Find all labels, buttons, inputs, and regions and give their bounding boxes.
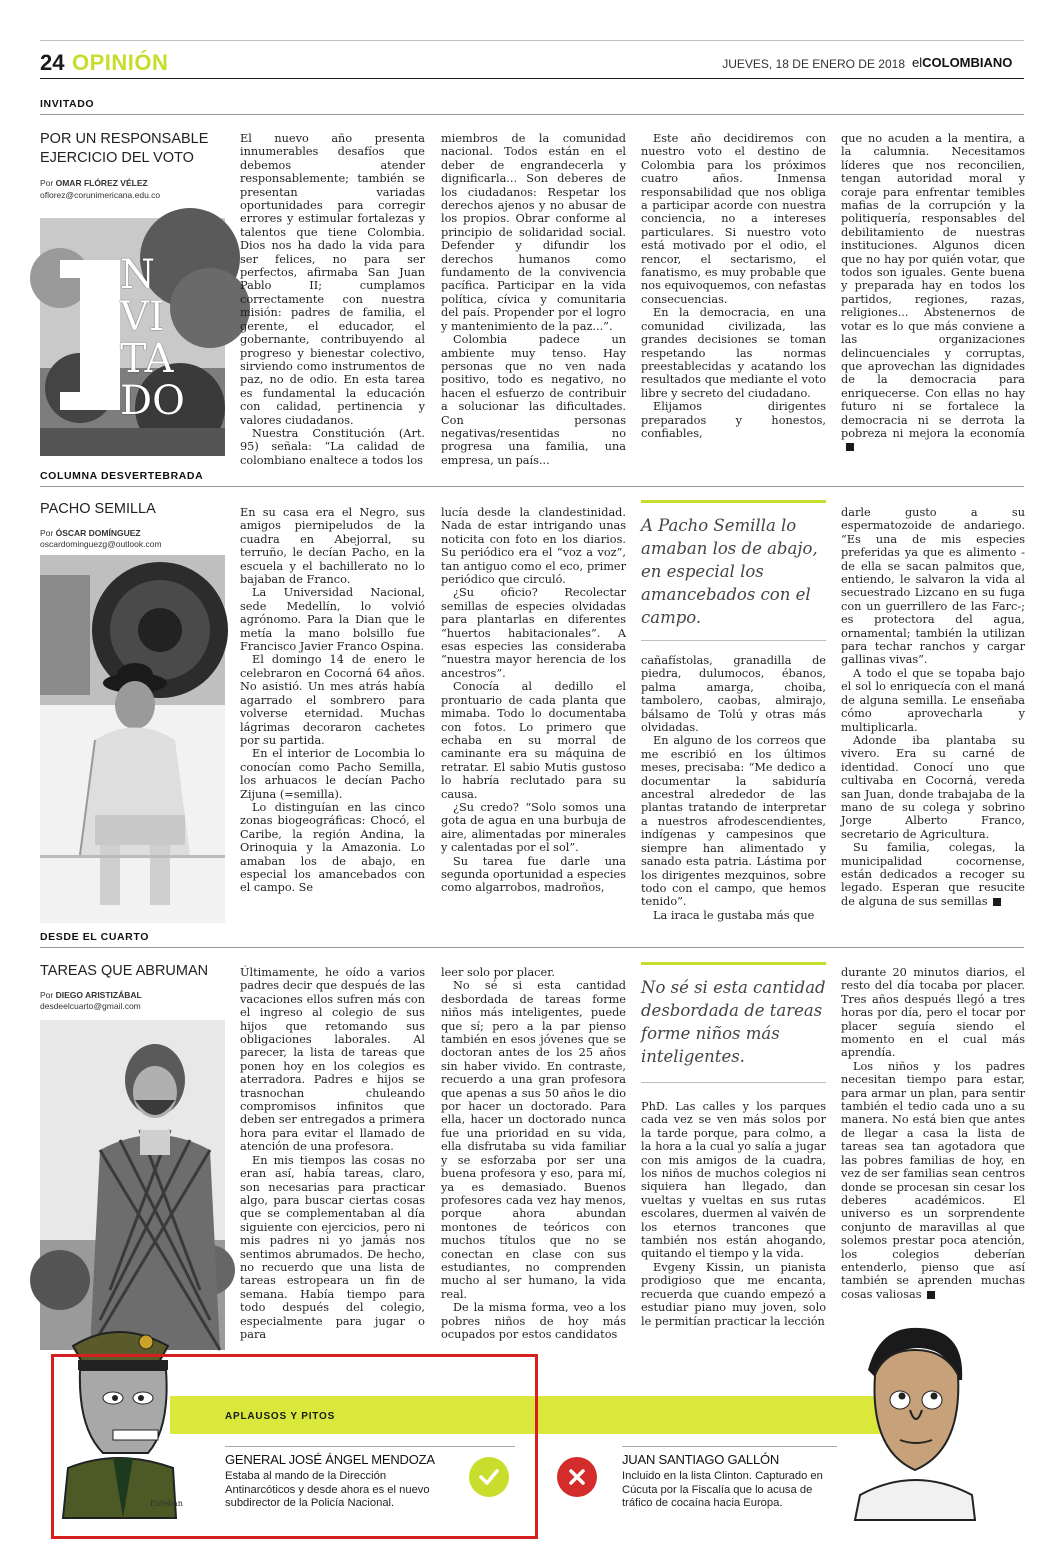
article1-column-3 bbox=[641, 132, 826, 440]
paragraph-text: Los niños y los padres necesitan tiempo para estar, para armar un plan, para sentir también el tedio cada uno a su manera. No está bien que antes de llegar a casa la lista de tareas sea tan agotadora que las pobres familias de hoy, en vez de ser familias sean centros donde se procesan sin cesar los deberes académicos. El universo es un sorprendente conjunto de maravillas al que solemos prestar poca atención, los colegios deberían entenderlo, pienso que así también se aprenden muchas cosas valiosas bbox=[841, 1059, 1025, 1301]
paragraph: lucía desde la clandestinidad. Nada de estar intrigando unas noticita con foto en los diarios. Su periódico era el “voz a voz”, tan antiguo como el eco, primer periódico que circuló. bbox=[441, 506, 626, 587]
photo-illustration bbox=[40, 1020, 225, 1350]
article3-column-1 bbox=[240, 966, 425, 1341]
paragraph: Adonde iba plantaba su vivero. Era su carné de identidad. Conocí uno que cultivaba en Cocorná, vereda san Juan, donde trabajaba de la mano de su colega y sobrino Jorge Alberto Franco, secretario de Agricultura. bbox=[841, 733, 1025, 841]
byline bbox=[40, 178, 230, 189]
paragraph-text: que no acuden a la mentira, a la calumnia. Necesitamos líderes que nos reconcilien, tengan autoridad moral y coraje para enfrentar temibles mafias de la corrupción y la politiquería, responsables del debilitamiento de nuestras instituciones. Algunos dicen que no hay por quién votar, que todos son iguales. Gente buena y preparada hay en todos los partidos, regiones, razas, religiones... Abstenernos de votar es lo que más conviene a las organizaciones delincuenciales y corruptas, que aprovechan las dignidades de la democracia para enriquecerse. Con ellas no hay futuro ni se fortalece la democracia ni se derrota la pobreza ni mejora la economía bbox=[841, 132, 1025, 440]
applause-right-description: Incluido en la lista Clinton. Capturado en Cúcuta por la Fiscalía que lo acusa de tráfico de cocaína hacia Europa. bbox=[622, 1470, 823, 1509]
author-name: ÓSCAR DOMÍNGUEZ bbox=[55, 528, 141, 538]
paragraph: En el interior de Locombia lo conocían como Pacho Semilla, los arhuacos le decían Pacho Zijuna (=semilla). bbox=[240, 747, 425, 801]
cartoon-signature: Esteban bbox=[150, 1499, 183, 1508]
author-name: OMAR FLÓREZ VÉLEZ bbox=[55, 178, 148, 188]
page-number: 24 bbox=[40, 50, 65, 75]
article2-column-3 bbox=[641, 654, 826, 922]
newspaper-name bbox=[912, 55, 1012, 70]
paragraph: A todo el que se topaba bajo el sol lo enriquecía con el maná de alguna semilla. Le enseñaba cómo aprovecharla y multiplicarla. bbox=[841, 666, 1025, 734]
section-rule bbox=[40, 947, 1024, 948]
article-title: POR UN RESPONSABLE EJERCICIO DEL VOTO bbox=[40, 131, 209, 166]
by-prefix: Por bbox=[40, 528, 54, 538]
article3-column-3 bbox=[641, 1100, 826, 1328]
article3-column-2 bbox=[441, 966, 626, 1341]
paragraph: El nuevo año presenta innumerables desafíos que debemos atender responsablemente; también se presentan variadas oportunidades para corregir errores y estimular fortalezas y talentos que tiene Colombia. Dios nos ha dado la vida para ser felices, no para ser perfectos, afirmaba San Juan Pablo II; cumplamos correctamente con nuestra misión: padres de familia, el gerente, el educador, el gobernante, contribuyendo al progreso y bienestar colectivo, sirviendo como instrumentos de paz, no de odio. En esta tarea es fundamental la educación con calidad, pertinencia y valores ciudadanos. bbox=[240, 132, 425, 427]
invitado-letters bbox=[120, 254, 185, 422]
byline bbox=[40, 528, 230, 550]
paragraph: En alguno de los correos que me escribió en los últimos meses, precisaba: “Me dedico a documentar la sabiduría ancestral alrededor de las plantas tratando de interpretar a nuestros afrodescendientes, indígenas y campesinos que siempre han alimentado y sanado esta patria. Lástima por los dirigentes mezquinos, sobre todo con el campo, que hemos tenido”. bbox=[641, 734, 826, 909]
section-rule bbox=[40, 114, 1024, 115]
article-title: PACHO SEMILLA bbox=[40, 501, 156, 517]
paragraph: darle gusto a su espermatozoide de andariego. “Es una de mis especies preferidas ya que es alimento - de ella se sacan palmitos que, entiendo, le salvaron la vida al secuestrado Lizcano en su fuga con un guerrillero de las Farc-; es protectora del agua, ornamental; también la utilizan para techar ranchos y cargar gallinas vivas”. bbox=[841, 506, 1025, 667]
paragraph: Elijamos dirigentes preparados y honestos, confiables, bbox=[641, 400, 826, 440]
paper-title: COLOMBIANO bbox=[922, 55, 1013, 70]
article2-column-1 bbox=[240, 506, 425, 895]
applause-left-description: Estaba al mando de la Dirección Antinarcóticos y desde ahora es el nuevo subdirector de la Policía Nacional. bbox=[225, 1470, 430, 1509]
article1-column-1 bbox=[240, 132, 425, 467]
logo-letter: TA bbox=[120, 336, 174, 382]
by-prefix: Por bbox=[40, 990, 54, 1000]
paragraph: Nuestra Constitución (Art. 95) señala: “La calidad de colombiano enaltece a todos los bbox=[240, 426, 425, 467]
section-label-desde-el-cuarto: DESDE EL CUARTO bbox=[40, 931, 149, 943]
paragraph: Este año decidiremos con nuestro voto el destino de Colombia para los próximos cuatro años. Inmensa responsabilidad que nos obliga a participar acorde con nuestra conciencia, no a intereses particulares. Si nuestro voto está motivado por el odio, el rencor, el sectarismo, el fanatismo, es muy probable que nos equivoquemos, con nefastas consecuencias. bbox=[641, 132, 826, 306]
paragraph: El domingo 14 de enero le celebraron en Cocorná 64 años. No asistió. Un mes atrás había agarrado el sombrero para volverse eternidad. Muchas lágrimas decoraron cachetes por su partida. bbox=[240, 653, 425, 747]
paragraph bbox=[841, 841, 1025, 908]
paragraph: De la misma forma, veo a los pobres niños de hoy más ocupados por estos candidatos bbox=[441, 1301, 626, 1341]
by-prefix: Por bbox=[40, 178, 54, 188]
author-email: oflorez@corunimericana.edu.co bbox=[40, 190, 161, 200]
section-label-columna: COLUMNA DESVERTEBRADA bbox=[40, 470, 204, 482]
logo-letter: VI bbox=[120, 294, 165, 340]
paragraph: cañafístolas, granadilla de piedra, dulumocos, ébanos, palma amarga, choiba, tambolero, caobas, almirajo, bálsamo de Tolú y otras más olvidadas. bbox=[641, 654, 826, 735]
paragraph: La Universidad Nacional, sede Medellín, lo volvió agrónomo. Para la Dian que le metía la mano bolsillo fue Francisco Javier Franco Ospina. bbox=[240, 586, 425, 654]
quote-rule bbox=[641, 640, 826, 641]
applause-title: APLAUSOS Y PITOS bbox=[225, 1411, 336, 1422]
paragraph: En la democracia, en una comunidad civilizada, las grandes decisiones se toman respetando las normas preestablecidas y acatando los resultados que mediante el voto libre y secreto del ciudadano. bbox=[641, 306, 826, 400]
article1-column-2 bbox=[441, 132, 626, 467]
end-mark bbox=[927, 1291, 935, 1299]
article2-column-4 bbox=[841, 506, 1025, 908]
paragraph: ¿Su credo? “Solo somos una gota de agua en una burbuja de aire, alimentadas por minerales y calentadas por el sol”. bbox=[441, 800, 626, 855]
pull-quote: A Pacho Semilla lo amaban los de abajo, en especial los amancebados con el campo. bbox=[641, 516, 818, 627]
paragraph: Colombia padece un ambiente muy tenso. Hay personas que no ven nada positivo, todo es negativo, no hacen el esfuerzo de contribuir a solucionar las dificultades. Con personas negativas/resentidas no progresa una familia, una empresa, un país... bbox=[441, 333, 626, 467]
paragraph: durante 20 minutos diarios, el resto del día tocaba por placer. Tres años después llegó a tres horas por día, pero el tocar por placer seguía siendo el momento en el cual más aprendía. bbox=[841, 966, 1025, 1060]
byline bbox=[40, 990, 230, 1012]
paragraph: Su tarea fue darle una segunda oportunidad a especies como algarrobos, madroños, bbox=[441, 854, 626, 895]
paragraph-text: Su familia, colegas, la municipalidad cocornense, están dedicados a recoger su legado. Esperan que resucite de alguna de sus semillas bbox=[841, 841, 1025, 908]
author-email: desdeelcuarto@gmail.com bbox=[40, 1001, 141, 1011]
paragraph bbox=[841, 1060, 1025, 1301]
author-photo-oscar bbox=[40, 555, 225, 923]
end-mark bbox=[846, 443, 854, 451]
paragraph: No sé si esta cantidad desbordada de tareas forme niños más inteligentes, puede que sí; pero a la par pienso también en esos jóvenes que se doctoran antes de los 25 años sin haber vivido. En contraste, recuerdo a una gran profesora que apenas a sus 50 años le dio por hacer un doctorado. Para ella, hacer un doctorado nunca fue una prioridad en su vida, ella disfrutaba su vida familiar y se esforzaba por ser una buena profesora y eso, para mí, ya es demasiado. Buenos profesores cada vez hay menos, porque ahora abundan montones de teóricos con muchos títulos que no se conectan en clase con sus estudiantes, no comprenden mucho al ser humano, la vida real. bbox=[441, 979, 626, 1301]
author-name: DIEGO ARISTIZÁBAL bbox=[55, 990, 142, 1000]
paragraph: PhD. Las calles y los parques cada vez se ven más solos por la tarde porque, para colmo, a la hora a la cual yo salía a jugar con mis amigos de la cuadra, los niños de muchos colegios ni siquiera han llegado, dan vueltas y vueltas en sus rutas escolares, duermen al vaivén de los eternos trancones que también nos están ahogando, quitando el tiempo y la vida. bbox=[641, 1100, 826, 1261]
header-rule bbox=[40, 78, 1024, 79]
article2-column-2 bbox=[441, 506, 626, 895]
quote-bar bbox=[641, 962, 826, 965]
logo-letter: DO bbox=[120, 378, 185, 424]
applause-divider-right bbox=[622, 1446, 837, 1447]
paragraph: Últimamente, he oído a varios padres decir que después de las vacaciones ellos sufren más con el ingreso al colegio de sus hijos que retomando sus obligaciones laborales. Al parecer, la lista de tareas que ponen hoy en los colegios es aterradora. Padres e hijos se trasnochan chuleando compromisos infinitos que deben ser entregados a primera hora para evitar el llamado de atención de una profesora. bbox=[240, 966, 425, 1154]
applause-left-name: GENERAL JOSÉ ÁNGEL MENDOZA bbox=[225, 1452, 435, 1467]
paragraph bbox=[841, 132, 1025, 454]
applause-right-name: JUAN SANTIAGO GALLÓN bbox=[622, 1452, 780, 1467]
highlight-box bbox=[51, 1354, 538, 1539]
end-mark bbox=[993, 898, 1001, 906]
paper-prefix: el bbox=[912, 55, 923, 70]
paragraph: miembros de la comunidad nacional. Todos están en el deber de engrandecerla y dignificarla... Son deberes de los ciudadanos: Respetar los derechos ajenos y no abusar de los propios. Obrar conforme al principio de solidaridad social. Defender y difundir los derechos humanos como fundamento de la convivencia pacífica. Participar en la vida política, cívica y comunitaria del país. Propender por el logro y mantenimiento de la paz...”. bbox=[441, 132, 626, 333]
pull-quote: No sé si esta cantidad desbordada de tareas forme niños más inteligentes. bbox=[641, 978, 826, 1066]
paragraph: En mis tiempos las cosas no eran así, había tareas, claro, son necesarias para practicar algo, para buscar ciertas cosas que se complementaban al día siguiente con ejercicios, pero ni mis padres ni yo jamás nos sentimos abrumados. De hecho, no recuerdo que una lista de tareas estropeara un fin de semana. Había tiempo para todo después del colegio, especialmente para jugar o para bbox=[240, 1153, 425, 1341]
paragraph: Evgeny Kissin, un pianista prodigioso que me encanta, recuerda que cuando empezó a estudiar piano muy joven, solo le permitían practicar la lección bbox=[641, 1260, 826, 1328]
dateline: JUEVES, 18 DE ENERO DE 2018 bbox=[722, 57, 905, 71]
logo-letter: N bbox=[120, 252, 155, 298]
article1-column-4 bbox=[841, 132, 1025, 454]
article3-column-4 bbox=[841, 966, 1025, 1301]
author-email: oscardominguezg@outlook.com bbox=[40, 539, 162, 549]
paragraph: La iraca le gustaba más que bbox=[653, 908, 815, 922]
section-rule bbox=[40, 486, 1024, 487]
invitado-logo-image bbox=[40, 218, 225, 456]
section-name: OPINIÓN bbox=[72, 50, 169, 75]
section-label-invitado: INVITADO bbox=[40, 98, 95, 110]
photo-illustration bbox=[40, 555, 225, 923]
author-photo-diego bbox=[40, 1020, 225, 1350]
gallon-caricature bbox=[850, 1320, 980, 1520]
paragraph: Lo distinguían en las cinco zonas biogeográficas: Chocó, el Caribe, la región Andina, la Orinoquia y la Amazonia. Lo amaban los de abajo, en especial los amancebados con el campo. Se bbox=[240, 800, 425, 895]
cross-icon-glyph bbox=[566, 1466, 588, 1488]
paragraph: ¿Su oficio? Recolectar semillas de especies olvidadas para plantarlas en diferentes “huertos habitacionales”. A esas especies las consideraba “nuestra mayor herencia de los ancestros”. bbox=[441, 586, 626, 680]
quote-rule bbox=[641, 1082, 826, 1083]
quote-bar bbox=[641, 500, 826, 503]
article-title: TAREAS QUE ABRUMAN bbox=[40, 963, 209, 979]
top-rule bbox=[40, 40, 1024, 41]
caricature-gallon-illustration bbox=[850, 1320, 980, 1520]
paragraph: leer solo por placer. bbox=[441, 966, 555, 979]
paragraph: En su casa era el Negro, sus amigos piernipeludos de la cuadra en Abejorral, su terruño, le decían Pacho, en la escuela y el bachillerato no lo bajaban de Franco. bbox=[240, 506, 425, 587]
cross-icon bbox=[557, 1457, 597, 1497]
paragraph: Conocía al dedillo el prontuario de cada planta que mimaba. Todo lo documentaba con fotos. Lo primero que echaba en su morral de caminante era su máquina de retratar. El sabio Mutis gustoso lo habría reclutado para su causa. bbox=[441, 680, 626, 801]
